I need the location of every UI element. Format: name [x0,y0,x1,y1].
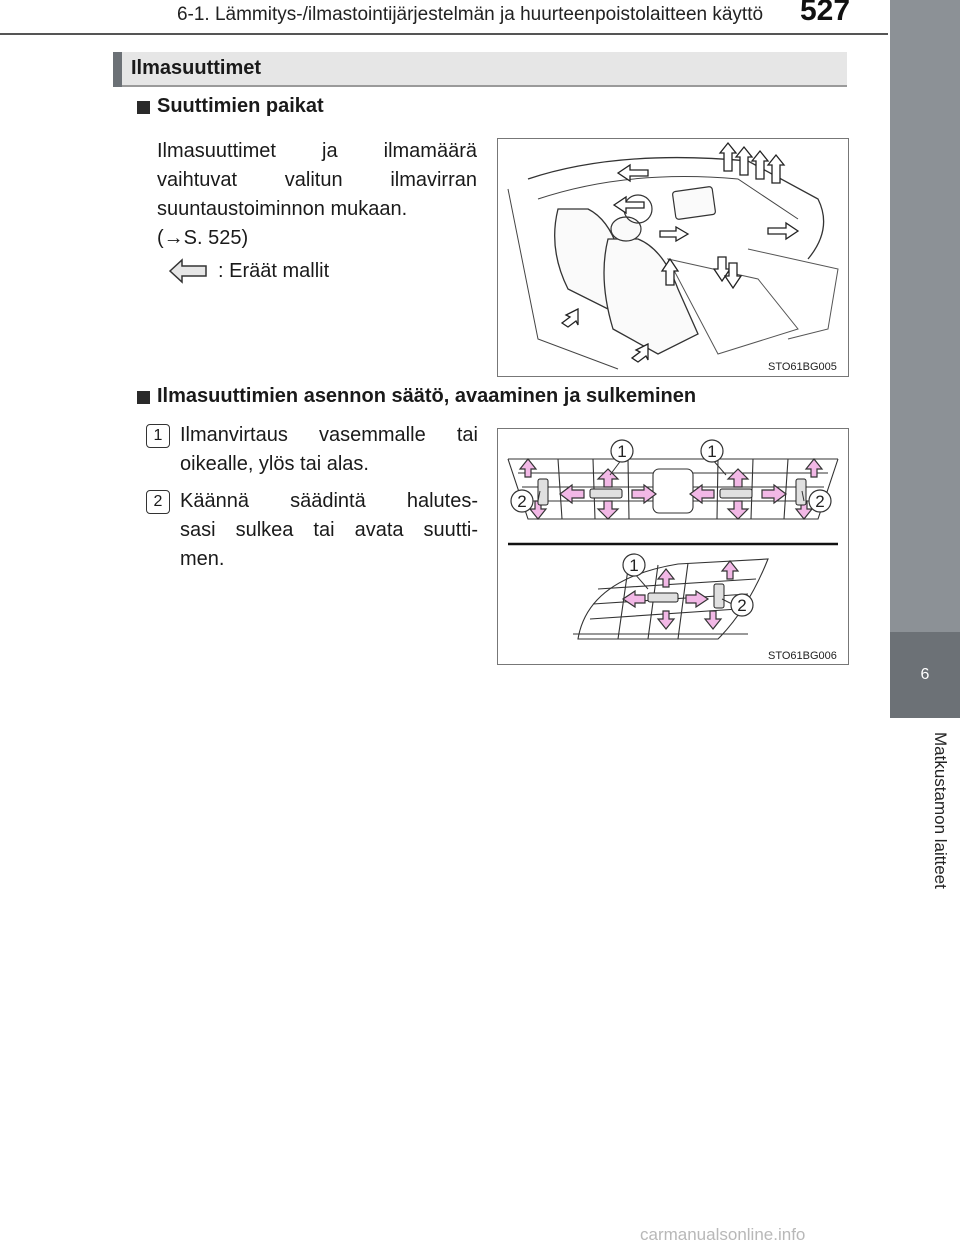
car-interior-illustration [498,139,848,376]
subsection-heading-locations: Suuttimien paikat [157,95,324,117]
section-accent [113,52,122,87]
paragraph-line: sasi sulkea tai avata suutti- [180,519,478,541]
chapter-label: Matkustamon laitteet [931,732,950,889]
left-arrow-icon [168,258,208,284]
callout-label: 2 [815,492,825,511]
chapter-tab-band [890,0,960,632]
paragraph-line: suuntaustoiminnon mukaan. [157,198,408,220]
callout-label: 1 [707,442,717,461]
page-number: 527 [800,0,851,27]
running-header: 6-1. Lämmitys-/ilmastointijärjestelmän ja huurteenpoistolaitteen käyttö [176,4,764,25]
watermark: carmanualsonline.info [640,1225,806,1244]
locations-paragraph [157,137,477,253]
bullet-square-icon [137,391,150,404]
paragraph-line: vaihtuvat valitun ilmavirran [157,169,477,191]
legend-text: : Eräät mallit [218,260,330,282]
bullet-square-icon [137,101,150,114]
callout-label: 1 [617,442,627,461]
figure-code: STO61BG006 [768,650,837,662]
paragraph-line: Ilmanvirtaus vasemmalle tai [180,424,478,446]
step-2-text [180,487,478,574]
chapter-number: 6 [890,632,960,718]
paragraph-line: Ilmasuuttimet ja ilmamäärä [157,140,477,162]
section-title: Ilmasuuttimet [131,57,262,79]
header-divider [0,33,888,35]
callout-label: 2 [737,596,747,615]
interior-vents-figure [497,138,849,377]
callout-label: 2 [517,492,527,511]
chapter-tab [890,0,960,1253]
step-number-badge: 2 [146,490,170,514]
paragraph-line: oikealle, ylös tai alas. [180,453,369,475]
section-header [113,52,847,87]
step-number-badge: 1 [146,424,170,448]
step-1-text [180,421,478,479]
paragraph-line: men. [180,548,225,570]
callout-label: 1 [629,556,639,575]
subsection-heading-adjustment: Ilmasuuttimien asennon säätö, avaaminen ja sulkeminen [157,385,697,407]
vent-illustration [498,429,848,664]
vent-adjustment-figure [497,428,849,665]
figure-code: STO61BG005 [768,361,837,373]
page-reference: (→S. 525) [157,227,249,249]
paragraph-line: Käännä säädintä halutes- [180,490,478,512]
